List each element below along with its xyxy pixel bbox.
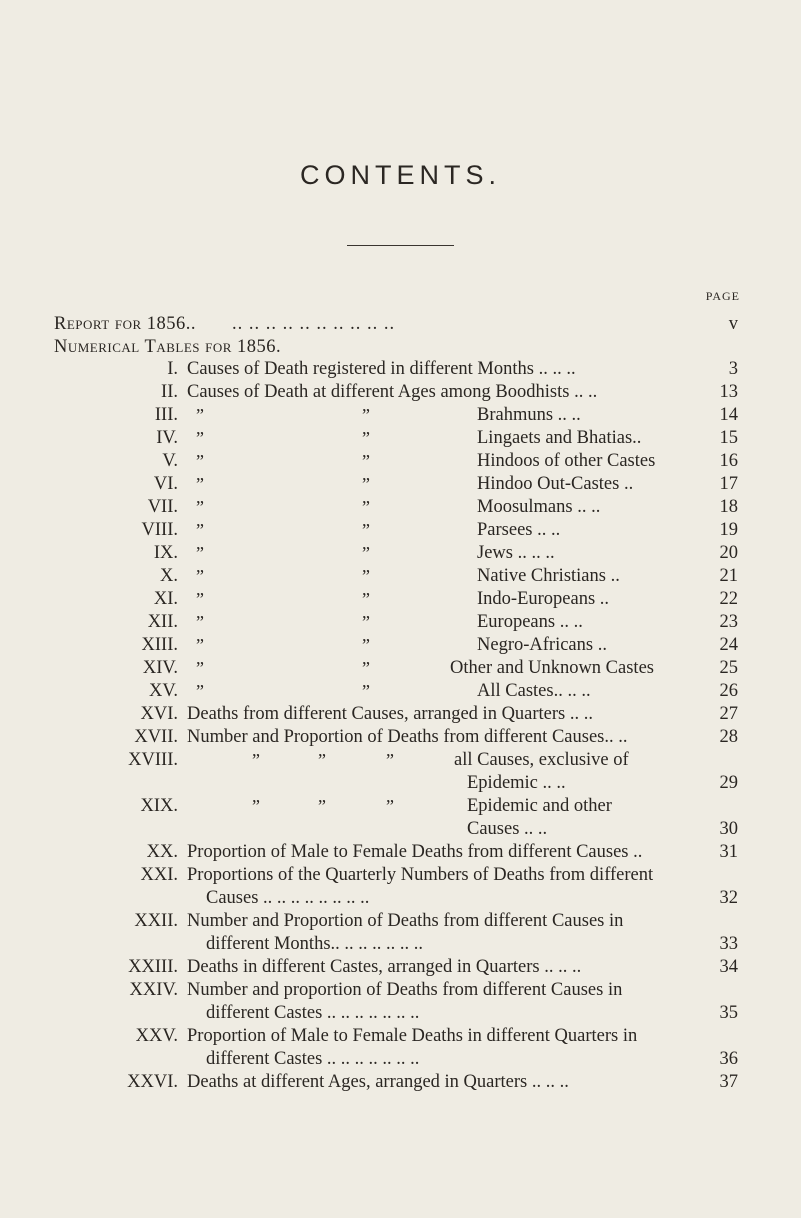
entry-title: Number and Proportion of Deaths from different Causes in xyxy=(187,911,624,931)
ditto-mark: ” xyxy=(196,543,204,563)
ditto-mark: ” xyxy=(362,612,370,632)
ditto-mark: ” xyxy=(252,750,260,770)
entry-title: Negro-Africans .. xyxy=(477,635,607,655)
entry-page: 14 xyxy=(719,405,738,425)
ditto-mark: ” xyxy=(386,796,394,816)
entry-title: Lingaets and Bhatias.. xyxy=(477,428,642,448)
entry-page: 26 xyxy=(719,681,738,701)
ditto-mark: ” xyxy=(318,750,326,770)
ditto-mark: ” xyxy=(196,428,204,448)
ditto-mark: ” xyxy=(362,566,370,586)
entry-page: 28 xyxy=(719,727,738,747)
entry-title: Native Christians .. xyxy=(477,566,620,586)
entry-title: all Causes, exclusive of xyxy=(454,750,629,770)
report-entry: Report for 1856.. xyxy=(54,314,197,334)
entry-title-cont: different Months.. .. .. .. .. .. .. xyxy=(206,934,424,954)
entry-title-cont: Causes .. .. xyxy=(467,819,548,839)
entry-title: Indo-Europeans .. xyxy=(477,589,610,609)
entry-num: XXI. xyxy=(140,865,178,885)
entry-page: 20 xyxy=(719,543,738,563)
entry-title: Hindoo Out-Castes .. xyxy=(477,474,634,494)
entry-num: XXII. xyxy=(134,911,178,931)
entry-title: Epidemic and other xyxy=(467,796,612,816)
page-column-heading: PAGE xyxy=(705,289,740,303)
entry-title: Proportions of the Quarterly Numbers of Deaths from different xyxy=(187,865,654,885)
entry-page: 17 xyxy=(719,474,738,494)
entry-page: 37 xyxy=(719,1072,738,1092)
ditto-mark: ” xyxy=(252,796,260,816)
ditto-mark: ” xyxy=(362,635,370,655)
entry-num: IX. xyxy=(153,543,178,563)
ditto-mark: ” xyxy=(196,681,204,701)
entry-page: 15 xyxy=(719,428,738,448)
entry-page: 30 xyxy=(719,819,738,839)
entry-title-cont: Epidemic .. .. xyxy=(467,773,566,793)
entry-page: 25 xyxy=(719,658,738,678)
entry-page: 29 xyxy=(719,773,738,793)
entry-title: Deaths from different Causes, arranged in Quarters .. .. xyxy=(187,704,594,724)
entry-num: XXIV. xyxy=(129,980,178,1000)
ditto-mark: ” xyxy=(318,796,326,816)
report-page: v xyxy=(728,314,738,334)
entry-page: 35 xyxy=(719,1003,738,1023)
ditto-mark: ” xyxy=(196,497,204,517)
entry-num: VIII. xyxy=(141,520,178,540)
ditto-mark: ” xyxy=(196,589,204,609)
entry-title: Deaths at different Ages, arranged in Quarters .. .. .. xyxy=(187,1072,569,1092)
entry-num: XX. xyxy=(146,842,178,862)
ditto-mark: ” xyxy=(362,428,370,448)
ditto-mark: ” xyxy=(362,520,370,540)
entry-page: 33 xyxy=(719,934,738,954)
entry-page: 23 xyxy=(719,612,738,632)
ditto-mark: ” xyxy=(196,566,204,586)
ditto-mark: ” xyxy=(196,612,204,632)
entry-page: 27 xyxy=(719,704,738,724)
entry-page: 13 xyxy=(719,382,738,402)
ditto-mark: ” xyxy=(196,405,204,425)
ditto-mark: ” xyxy=(196,474,204,494)
entry-num: XXIII. xyxy=(128,957,178,977)
title-rule xyxy=(347,245,454,246)
entry-title-cont: different Castes .. .. .. .. .. .. .. xyxy=(206,1003,420,1023)
ditto-mark: ” xyxy=(386,750,394,770)
entry-page: 31 xyxy=(719,842,738,862)
entry-title-cont: different Castes .. .. .. .. .. .. .. xyxy=(206,1049,420,1069)
ditto-mark: ” xyxy=(362,658,370,678)
entry-num: X. xyxy=(160,566,178,586)
entry-title: Number and Proportion of Deaths from different Causes.. .. xyxy=(187,727,628,747)
entry-num: II. xyxy=(161,382,178,402)
entry-title: All Castes.. .. .. xyxy=(477,681,591,701)
entry-num: XI. xyxy=(153,589,178,609)
entry-page: 16 xyxy=(719,451,738,471)
entry-page: 32 xyxy=(719,888,738,908)
entry-title: Number and proportion of Deaths from different Causes in xyxy=(187,980,623,1000)
entry-title: Jews .. .. .. xyxy=(477,543,555,563)
ditto-mark: ” xyxy=(362,681,370,701)
entry-title: Hindoos of other Castes xyxy=(477,451,656,471)
ditto-mark: ” xyxy=(196,658,204,678)
ditto-mark: ” xyxy=(362,451,370,471)
entry-page: 22 xyxy=(719,589,738,609)
entry-title: Causes of Death at different Ages among Boodhists .. .. xyxy=(187,382,598,402)
entry-num: XXVI. xyxy=(127,1072,178,1092)
entry-num: XIII. xyxy=(141,635,178,655)
entry-page: 34 xyxy=(719,957,738,977)
page-title: CONTENTS. xyxy=(299,160,501,190)
entry-num: VII. xyxy=(147,497,178,517)
entry-num: V. xyxy=(162,451,178,471)
entry-title: Proportion of Male to Female Deaths from different Causes .. xyxy=(187,842,643,862)
entry-num: XII. xyxy=(147,612,178,632)
entry-title: Parsees .. .. xyxy=(477,520,561,540)
entry-page: 21 xyxy=(719,566,738,586)
entry-num: XV. xyxy=(149,681,178,701)
ditto-mark: ” xyxy=(362,405,370,425)
ditto-mark: ” xyxy=(362,589,370,609)
entry-page: 36 xyxy=(719,1049,738,1069)
entry-num: XVII. xyxy=(134,727,178,747)
entry-title: Moosulmans .. .. xyxy=(477,497,601,517)
entry-title: Brahmuns .. .. xyxy=(477,405,581,425)
entry-title: Europeans .. .. xyxy=(477,612,583,632)
ditto-mark: ” xyxy=(362,497,370,517)
report-leaders: .. .. .. .. .. .. .. .. .. .. xyxy=(232,314,396,334)
entry-title: Causes of Death registered in different Months .. .. .. xyxy=(187,359,576,379)
entry-num: VI. xyxy=(153,474,178,494)
ditto-mark: ” xyxy=(196,451,204,471)
entry-num: XIV. xyxy=(142,658,178,678)
entry-num: IV. xyxy=(156,428,178,448)
entry-page: 3 xyxy=(728,359,738,379)
entry-title-cont: Causes .. .. .. .. .. .. .. .. xyxy=(206,888,370,908)
entry-title: Deaths in different Castes, arranged in Quarters .. .. .. xyxy=(187,957,582,977)
entry-num: XXV. xyxy=(135,1026,178,1046)
ditto-mark: ” xyxy=(196,635,204,655)
entry-page: 18 xyxy=(719,497,738,517)
entry-num: XIX. xyxy=(140,796,178,816)
entry-num: I. xyxy=(167,359,178,379)
ditto-mark: ” xyxy=(196,520,204,540)
entry-page: 19 xyxy=(719,520,738,540)
entry-num: XVIII. xyxy=(128,750,178,770)
entry-page: 24 xyxy=(719,635,738,655)
entry-num: III. xyxy=(154,405,178,425)
entry-title: Proportion of Male to Female Deaths in different Quarters in xyxy=(187,1026,638,1046)
ditto-mark: ” xyxy=(362,543,370,563)
entry-num: XVI. xyxy=(140,704,178,724)
entry-title: Other and Unknown Castes xyxy=(450,658,654,678)
ditto-mark: ” xyxy=(362,474,370,494)
tables-heading: Numerical Tables for 1856. xyxy=(54,337,282,357)
